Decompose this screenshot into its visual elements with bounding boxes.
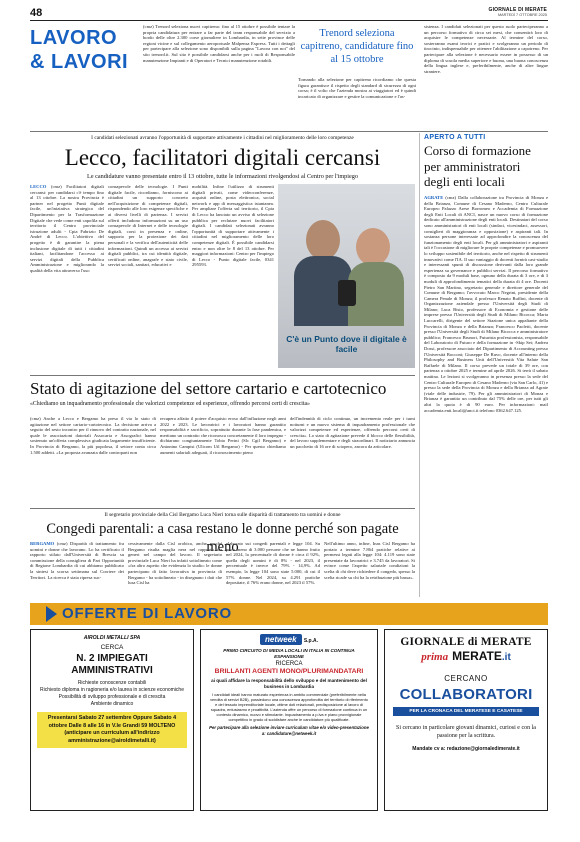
ad1-line-1: Richieste conoscenze contabili [77, 680, 147, 686]
lecco-col1-text: (cmz) Facilitatori digitali cercansi: per candidarsi c'è tempo fino al 13 ottobre. La nostra Provincia è partner nel progetto Punti digitale facile, un'iniziativa strategica del Dipartimento per la Trasformazione Digitale che vede come enti capofila sul territorio il Centro provinciale istruzione adulti - Cpia Fabrizio De André di Lecco. L'obiettivo del progetto è di garantire la piena inclusione digitale di tutti i cittadini italiani, facilitandone l'accesso ai servizi digitali della Pubblica Amministrazione e migliorando la qualità della vita attraverso l'uso [30, 184, 104, 273]
ad-giornale-merate [384, 629, 548, 811]
bergamo-col1-text: (cmz) Disparità di trattamento fra uomini e donne che lavorano. Lo ha certificato il rapporto stilato dall'Università di Brescia su commissione della consigliera di Pari Opportunità di Regione Lombardia di cui abbiamo pubblicato la sintesi la scorsa settimana sul Corriere dei Territori. La ricerca è stata ripresa suc- [30, 541, 124, 580]
header-rule [30, 20, 548, 21]
ad3-masthead: GIORNALE di MERATE [400, 636, 532, 648]
lecco-photo [278, 184, 415, 368]
stato-col2: recupera affatto il potere d'acquisto eroso dall'inflazione negli anni 2022 e 2023. Le lavoratrici e i lavoratori hanno garantito responsabilità e sacrificio, soprattutto durante la fase pandemica, e meritano un contratto che riconosca concretamente il loro impegno - dichiarano congiuntamente Tobia Perini (Slc Cgil Bergamo) e Antonino Campisi (Ulicom Uil Bergamo) - Per questo chiediamo aumenti salariali adeguati, il riconoscimento pieno [160, 416, 286, 455]
lecco-kicker: I candidati selezionati avranno l'opportunità di supportare attivamente i cittadini nel miglioramento delle loro competenze [91, 135, 354, 141]
ad-netweek [200, 629, 378, 811]
ad2-intro: PRIMO CIRCUITO DI MEDIA LOCALI IN ITALIA IN CONTINUA ESPANSIONE [223, 648, 355, 659]
ad3-collaboratori: COLLABORATORI [399, 686, 533, 703]
section-title-line2: & LAVORI [30, 51, 129, 73]
rule-3 [30, 508, 415, 509]
right-body [424, 195, 548, 597]
ad2-ricerca: RICERCA [275, 661, 303, 667]
ad2-role: BRILLANTI AGENTI MONO/PLURIMANDATARI [214, 668, 364, 675]
ad3-cercano: CERCANO [444, 674, 488, 683]
right-col-divider [419, 133, 420, 597]
ad2-brand: netweek [260, 634, 302, 645]
rule-1 [30, 131, 548, 132]
ads-banner-title: OFFERTE DI LAVORO [62, 605, 232, 622]
trenord-col4: sistenza. I candidati selezionati per questo ruolo parteciperanno a un percorso formativo di circa sei mesi, che consentirà loro di acquisire le competenze necessarie. Al termine del corso, sosterranno esami teorici e pratici e svolgeranno un periodo di tirocinio, indispensabile per ottenere l'abilitazione a capotreno. Per partecipare alla selezione è necessario essere in possesso di un diploma di scuola media superiore e buona, una buona conoscenza della lingua inglese e, preferibilmente, anche di altre lingue straniere. [424, 24, 548, 74]
bergamo-headline: Congedi parentali: a casa restano le donne perché son pagate meno [46, 521, 399, 555]
ad3-it: .it [501, 652, 511, 663]
lecco-col3: mobilità. Infine l'utilizzo di strumenti digitali privati, come videoconferenze, acquisti online, posta elettronica, social network e app di messaggistica istantanea. Per ampliare l'offerta sul territorio, il Cpia di Lecco ha lanciato un avviso di selezione pubblica per reclutare nuovi facilitatori digitali. I candidati selezionati avranno l'opportunità di supportare attivamente i cittadini nel miglioramento delle loro competenze digitali. È possibile candidarsi entro e non oltre le 8 del 13 ottobre. Per maggiori informazioni: Centro per l'impiego di Lecco - Punto digitale facile, 0341 295593. [192, 184, 274, 268]
ad2-sub: ai quali affidare la responsabilità dello sviluppo e del mantenimento del business in Lombardia [211, 678, 367, 689]
ad1-cerca: CERCA [100, 644, 124, 651]
bergamo-col2: cessivamente dalla Cisl orobica, anche perché Bergamo risulta maglia nera nel rapporto tra generi nel campo del lavoro. Il segretario provinciale Luca Nieri ha infatti sottolineato come «fra altro aspetto che evidenzia lo studio: le donne partecipano di fatto lavorativa in provincia di Bergamo - ha sottolineato - in disegnano i dati che lusa Cisl ha [128, 541, 222, 586]
photo-caption: C'è un Punto dove il digitale è facile [286, 334, 407, 354]
right-headline: Corso di formazione per amministratori degli enti locali [424, 143, 531, 189]
ad1-line-3: Possibilità di sviluppo professionale e di crescita [58, 694, 166, 700]
ad1-role: N. 2 IMPIEGATI AMMINISTRATIVI [71, 653, 153, 676]
lecco-col1 [30, 184, 104, 368]
photo-person-right [356, 228, 390, 266]
ads-banner [30, 603, 548, 625]
bergamo-kicker: Il segretario provinciale della Cisl Bergamo Luca Nieri torna sulle disparità di trattamento tra uomini e donne [104, 512, 341, 518]
page-number: 48 [30, 7, 43, 19]
ad3-cronaca: PER LA CRONACA DEL MERATESE E CASATESE [393, 707, 539, 716]
rule-2 [30, 375, 415, 376]
trenord-headline: Trenord seleziona capitreno, candidature fino al 15 ottobre [300, 28, 414, 65]
ad3-merate: MERATE [452, 649, 502, 663]
stato-subhead: «Chiediamo un inquadramento professionale che valorizzi competenze ed esperienze, offrendo percorsi certi di crescita» [30, 401, 310, 407]
ad3-prima: prima [421, 651, 449, 663]
lecco-subhead: Le candidature vanno presentate entro il 13 ottobre, tutte le informazioni rivolgendosi al Centro per l'impiego [87, 173, 358, 180]
bergamo-col4: Nell'ultimo anno, infine, Inas Cisl Bergamo ha portato a termine 7.864 pratiche relative ai permessi legati alla legge 104: 4.119 sono state presentate da lavoratrici e 3.745 da lavoratori. Si evince come l'aspetto salariale condizioni la scelta di chi deve richiedere il congedo, spesso la scelta ricade su chi ha la retribuzione più bassa». [324, 541, 415, 580]
masthead-small: GIORNALE DI MERATE [488, 7, 547, 13]
trenord-col1: (cmz) Trenord seleziona nuovi capitreno: fino al 15 ottobre è possibile tentare la propria candidatura per entrare a far parte del team responsabile del servizio a bordo delle oltre 2.300 corse giornaliere in Lombardia, in sette province delle regioni vicine e sul collegamento aeroportuale Malpensa Express. Tutti i dettagli per partecipare alla selezione sono disponibili sulla pagina "Lavora con noi" del sito trenord.it. Sul sito è possibile candidarsi anche per i ruoli di Responsabile manutenzione Impianti e di Operatori e Tecnici manutenzione rotabili. [143, 24, 295, 63]
ad2-body: I candidati ideali hanno maturato esperienza in ambito commerciale (preferibilmente nella vendita di servizi B2B), possiedono una conoscenza approfondita del territorio di riferimento e del tessuto imprenditoriale locale, ottime doti relazionali, predisposizione al lavoro di squadra, entusiasmo e proattività. L'azienda offre un percorso di formazione continua in un contesto dinamico, nuovo e stimolante. Inquadramento a p.iva e piano provvigionale competitivo in grado di soddisfare anche le candidature più qualificate. [210, 692, 368, 723]
right-body-text: (cmz) Dalla collaborazione tra Provincia di Monza e della Brianza, Comune di Cesano Maderno, Centro Culturale Europeo Palazzo Arese Borromeo e Accademia di Formazione degli Enti Locali di ANCI, nasce un nuovo corso di formazione dedicato all'amministrazione degli enti locali. Destinatari del corso sono amministratori di enti locali (sindaci, vicesindaci, assessori, consiglieri di maggioranza e opposizione) e aspiranti tali. In sostanza persone interessate ad approfondire la conoscenza del funzionamento degli enti locali. Per gli amministratori e aspiranti tali è l'occasione di migliorare le proprie competenze e promuovere lo sviluppo sostenibile del territorio, anche nel rispetto di strumenti innovativi come l'IA. Il suo vantaggio di docenti fornirà casi-studio e interessanti spunti di discussione derivanti dalla loro grande esperienza su governance e pubblici servizi. Il percorso formativo è composto da 9 moduli base, ognuno della durata di 3 ore, e di 3 moduli di approfondimento tematici della durata di 4 ore. Docenti Pietro San Martino, segretario generale e direttore generale del Comune di Bergamo; l'avvocato Marco Negrini, presidente della Camera Penale di Monza; il professor Renato Ruffini, docente di Organizzazione aziendale presso l'Università degli Studi di Milano; Luca Bisio, professore di Economia e gestione delle imprese presso l'Università degli Studi di Milano Bicocca; Maria Luccarelli, dirigente del settore Stazione unica appaltante della Provincia di Monza e della Brianza; Francesco Paoletti, docente presso l'Università degli Studi di Milano Bicocca e amministratore pubblico; Francesco Brunori, Futurista professionista, responsabile del Laboratorio di Futuro e della formazione in -Skip Set; Andrea Dossi, professore associato del Dipartimento di Accounting presso l'Università Bocconi; Giuseppe De Ruvo, docente all'interno della Philosophy and Business Unit dell'Università Vita Salute San Raffaele di Milano. Il corso prevede un totale di 39 ore, con partenza a ottobre 2025 e termine ad aprile 2026. Si terrà il sabato mattina. Le lezioni si svolgeranno in presenza presso la sede del Centro Culturale Europeo di Cesano Maderno (via San Carlo, 41) e presso la sede della Provincia di Monza e della Brianza ad Agrate (viale delle industrie, 79). Per gli amministratori di Monza e Brianza è garantito un contributo dal 75% delle ore, per tutti gli altri la quota è di 90 euro. Per informazioni: mail accademia.enti.locali@anci.it telefono 0362.647.125. [424, 195, 548, 413]
section-title [30, 26, 138, 84]
stato-col1: (cmz) Anche a Lecco e Bergamo ha preso il via lo stato di agitazione nel settore cartario-cartotecnico. La decisione arriva a seguito del sesto incontro per il rinnovo del contratto nazionale, nel quale le associazioni datoriali Assocarta e Assografici hanno sostenuto un'offerta complessiva giudicata largamente insufficiente. In Provincia di Bergamo, la più popolosa, il settore conta circa 1.500 addetti. «La proposta avanzata dalle controparti non [30, 416, 156, 455]
photo-person-left [306, 220, 340, 260]
ad1-line-4: Ambiente dinamico [90, 701, 134, 707]
bergamo-col1 [30, 541, 124, 599]
trenord-col3: Tornando alla selezione per capitreno ricordiamo che questa figura garantisce il rispetto degli standard di sicurezza di ogni corsa; è il volto che l'azienda mostra ai viaggiatori ed è quindi incaricato di organizzare e gestire la comunicazione e l'as- [298, 77, 416, 99]
ad2-logo [201, 634, 377, 645]
bergamo-dateline: BERGAMO [30, 541, 55, 546]
section-title-line1: LAVORO [30, 27, 118, 49]
ad3-mail: Mandate cv a: redazione@giornaledimerate.it [412, 746, 520, 752]
photo-phone [338, 280, 356, 306]
header-date: MARTEDÌ 7 OTTOBRE 2025 [497, 13, 547, 17]
ad2-brand-suffix: S.p.A. [303, 638, 318, 644]
bergamo-col3: elaborato sui congedi parentali e legge 104. Su poco meno di 3.000 persone che ne hanno fruito nel 2024, la percentuale di donne è circa il 92%, quella degli uomini è di 8% - nel 2023, il percentuale è invece del 79% - 14,9%. Ad esempio, la legge 104 sono state 5.000, di cui il 57% donne. Nel 2024, su 4.291 pratiche depositate, il 76% erano donne, nel 2023 il 57%. [226, 541, 320, 586]
lecco-headline: Lecco, facilitatori digitali cercansi [64, 145, 381, 170]
ad1-company: AIROLDI METALLI SPA [83, 635, 141, 641]
stato-col3: dell'indennità di ciclo continuo, un incremento reale per i turni notturni e un nuovo sistema di inquadramento professionale che valorizzi competenze ed esperienze, offrendo percorsi certi di crescita». Lo stato di agitazione prevede il blocco delle flessibilità, del lavoro supplementare e degli straordinari. Il notiziario annuncia un pacchetto di 16 ore di sciopero, ancora da articolare. [290, 416, 415, 449]
ad1-highlight: Presentarsi Sabato 27 settembre Oppure Sabato 4 ottobre Dalle 8 alle 16 in V.le Grandi 59 MOLTENO (anticipare un curriculum all'indirizzo amministrazione@airoldimetalli.it) [37, 712, 187, 748]
photo-person-right-body [348, 262, 404, 326]
ad3-prima-merate [385, 649, 547, 665]
ad-airoldi [30, 629, 194, 811]
ad2-footer: Per partecipare alla selezione inviare curriculum vitae e/o video-presentazione a: candidature@netweek.it [209, 725, 369, 736]
right-kicker: APERTO A TUTTI [424, 134, 486, 141]
right-dateline: AGRATE [424, 195, 444, 200]
stato-headline: Stato di agitazione del settore cartario e cartotecnico [30, 379, 387, 398]
lecco-col2: consapevole delle tecnologie. I Punti digitale facile, ricordiamo, forniscono ai cittadini un supporto concreto nell'acquisizione di competenze digitali, rispondendo alle loro esigenze specifiche e ai diversi livelli di partenza. I servizi offerti includono informazioni su un uso consapevole di Internet e delle tecnologie digitali, corsi in presenza e online, supporto per la protezione dei dati personali e la verifica dell'autenticità delle informazioni. Quindi un accesso ai servizi digitali pubblici, tra cui identità digitale, certificati online, anagrafe e stato civile, servizi sociali, sanitari, educativi e [108, 184, 188, 268]
lecco-dateline: LECCO [30, 184, 47, 189]
ad3-tagline: Si cercano in particolare giovani dinamici, curiosi e con la passione per la scrittura. [396, 725, 536, 739]
ad1-line-2: Richiesto diploma in ragioneria e/o laurea in scienze economiche [40, 687, 184, 693]
arrow-icon [46, 606, 57, 622]
